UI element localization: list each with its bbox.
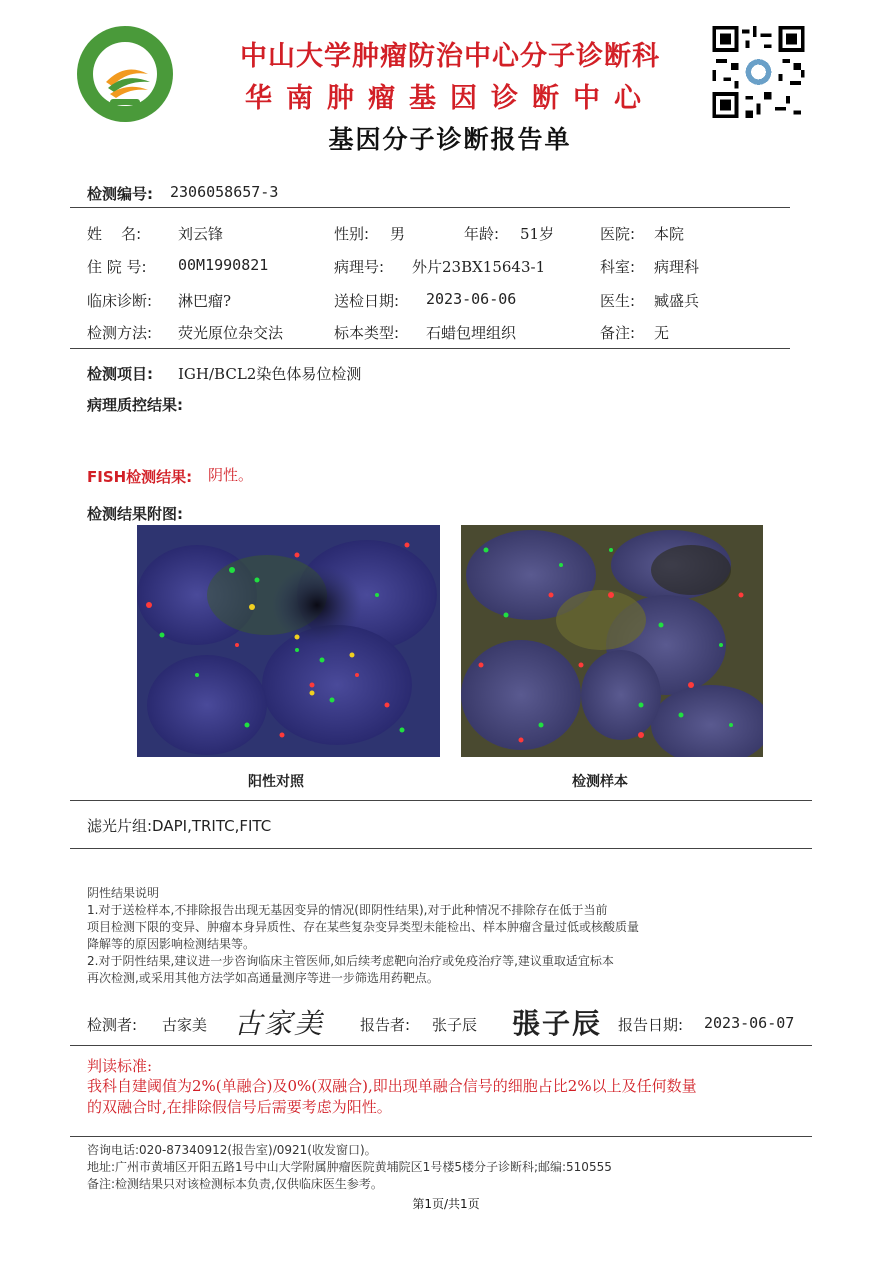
method-value: 荧光原位杂交法 [178, 324, 284, 342]
reporter-signature: 張子辰 [512, 1007, 603, 1040]
note-label: 备注: [600, 324, 636, 342]
divider [70, 848, 812, 849]
sex-label: 性别: [334, 225, 370, 243]
notes-heading: 阴性结果说明 [87, 886, 160, 900]
note-value: 无 [654, 324, 670, 342]
name-label: 姓 名: [87, 225, 142, 243]
criteria-line: 我科自建阈值为2%(单融合)及0%(双融合),即出现单融合信号的细胞占比2%以上及任何数量 [87, 1077, 697, 1095]
sample-value: 石蜡包埋组织 [426, 324, 517, 342]
report-title: 基因分子诊断报告单 [328, 125, 572, 154]
patient-age: 51岁 [520, 225, 555, 243]
divider [70, 1136, 812, 1137]
date-label: 送检日期: [334, 292, 400, 310]
report-no-value: 2306058657-3 [170, 183, 279, 201]
divider [70, 207, 790, 208]
doctor-value: 臧盛兵 [654, 292, 700, 310]
notes-line: 再次检测,或采用其他方法学如高通量测序等进一步筛选用药靶点。 [87, 971, 439, 985]
figure-label: 检测结果附图: [87, 505, 183, 523]
divider [70, 348, 790, 349]
test-sample-caption: 检测样本 [572, 774, 628, 790]
test-item-value: IGH/BCL2染色体易位检测 [178, 365, 362, 383]
hospital-value: 本院 [654, 225, 685, 243]
notes-line: 1.对于送检样本,不排除报告出现无基因变异的情况(即阴性结果),对于此种情况不排除存在低于当前 [87, 903, 608, 917]
filter-set: 滤光片组:DAPI,TRITC,FITC [87, 817, 272, 835]
admission-label: 住 院 号: [87, 258, 147, 276]
patient-sex: 男 [390, 225, 406, 243]
footer-phone: 咨询电话:020-87340912(报告室)/0921(收发窗口)。 [87, 1143, 377, 1157]
footer-address: 地址:广州市黄埔区开阳五路1号中山大学附属肿瘤医院黄埔院区1号楼5楼分子诊断科;邮编:510555 [87, 1160, 612, 1174]
divider [70, 1045, 812, 1046]
title-line-2: 华南肿瘤基因诊断中心 [245, 83, 655, 114]
reporter-name: 张子辰 [432, 1016, 478, 1034]
doctor-label: 医生: [600, 292, 636, 310]
fish-label: FISH检测结果: [87, 468, 193, 486]
patient-name: 刘云锋 [178, 225, 224, 243]
title-line-1: 中山大学肿瘤防治中心分子诊断科 [240, 41, 660, 72]
positive-control-image [137, 525, 440, 757]
pathology-value: 外片23BX15643-1 [412, 258, 546, 276]
tester-label: 检测者: [87, 1016, 138, 1034]
method-label: 检测方法: [87, 324, 153, 342]
sample-label: 标本类型: [334, 324, 400, 342]
age-label: 年龄: [464, 225, 500, 243]
admission-value: 00M1990821 [178, 256, 269, 274]
notes-line: 项目检测下限的变异、肿瘤本身异质性、存在某些复杂变异类型未能检出、样本肿瘤含量过低或核酸质量 [87, 920, 640, 934]
qc-label: 病理质控结果: [87, 396, 183, 414]
date-value: 2023-06-06 [426, 290, 517, 308]
dept-label: 科室: [600, 258, 636, 276]
qr-code-icon [711, 26, 806, 118]
footer-remark: 备注:检测结果只对该检测标本负责,仅供临床医生参考。 [87, 1177, 383, 1191]
diagnosis-value: 淋巴瘤? [178, 292, 232, 310]
cancer-center-logo [68, 24, 182, 124]
pathology-label: 病理号: [334, 258, 385, 276]
page-number: 第1页/共1页 [412, 1197, 480, 1211]
fish-result: 阴性。 [208, 466, 254, 484]
report-date-value: 2023-06-07 [704, 1014, 795, 1032]
tester-name: 古家美 [162, 1016, 208, 1034]
diagnosis-label: 临床诊断: [87, 292, 153, 310]
positive-control-caption: 阳性对照 [248, 774, 304, 790]
tester-signature: 古家美 [234, 1007, 325, 1040]
dept-value: 病理科 [654, 258, 700, 276]
criteria-heading: 判读标准: [87, 1057, 153, 1075]
test-sample-image [461, 525, 763, 757]
test-item-label: 检测项目: [87, 365, 153, 383]
reporter-label: 报告者: [360, 1016, 411, 1034]
report-date-label: 报告日期: [618, 1016, 684, 1034]
notes-line: 降解等的原因影响检测结果等。 [87, 937, 256, 951]
notes-line: 2.对于阴性结果,建议进一步咨询临床主管医师,如后续考虑靶向治疗或免疫治疗等,建议重取适宜标本 [87, 954, 614, 968]
hospital-label: 医院: [600, 225, 636, 243]
divider [70, 800, 812, 801]
criteria-line: 的双融合时,在排除假信号后需要考虑为阳性。 [87, 1098, 392, 1116]
report-no-label: 检测编号: [87, 185, 153, 203]
